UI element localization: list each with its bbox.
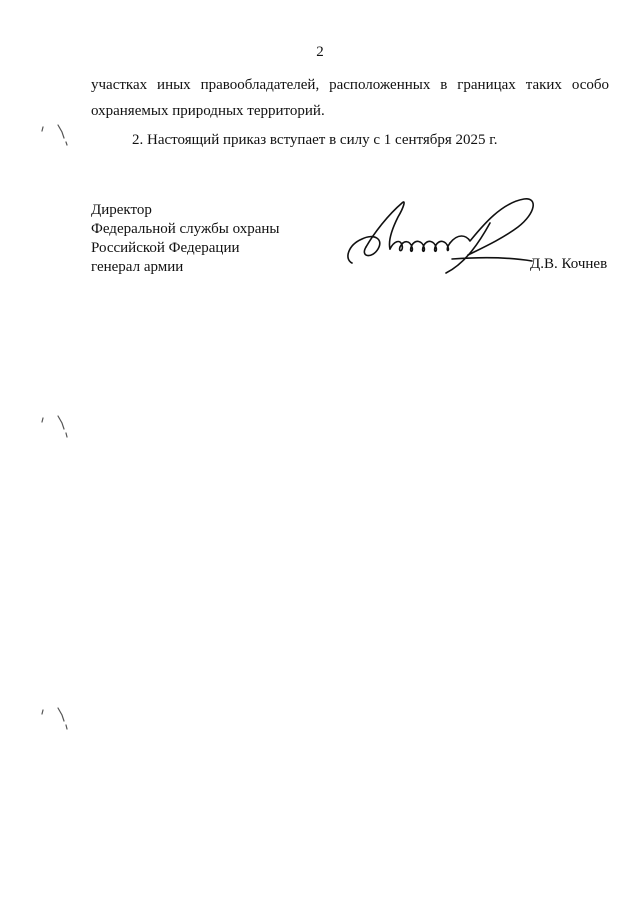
paragraph-effective-date: 2. Настоящий приказ вступает в силу с 1 сентября 2025 г. [132, 132, 498, 148]
paragraph-continuation: участках иных правообладателей, расположенных в границах таких особо охраняемых природных территорий. [91, 77, 609, 119]
margin-scan-mark [38, 705, 74, 737]
handwritten-signature [340, 193, 550, 283]
signatory-title-line-1: Директор [91, 202, 152, 218]
signatory-title-line-3: Российской Федерации [91, 240, 240, 256]
signatory-title-block [91, 201, 279, 277]
signatory-title-line-2: Федеральной службы охраны [91, 221, 280, 237]
page-number: 2 [316, 44, 324, 60]
margin-scan-mark [38, 122, 74, 154]
signatory-title-line-4: генерал армии [91, 259, 184, 275]
signatory-name: Д.В. Кочнев [530, 256, 608, 272]
margin-scan-mark [38, 413, 74, 445]
